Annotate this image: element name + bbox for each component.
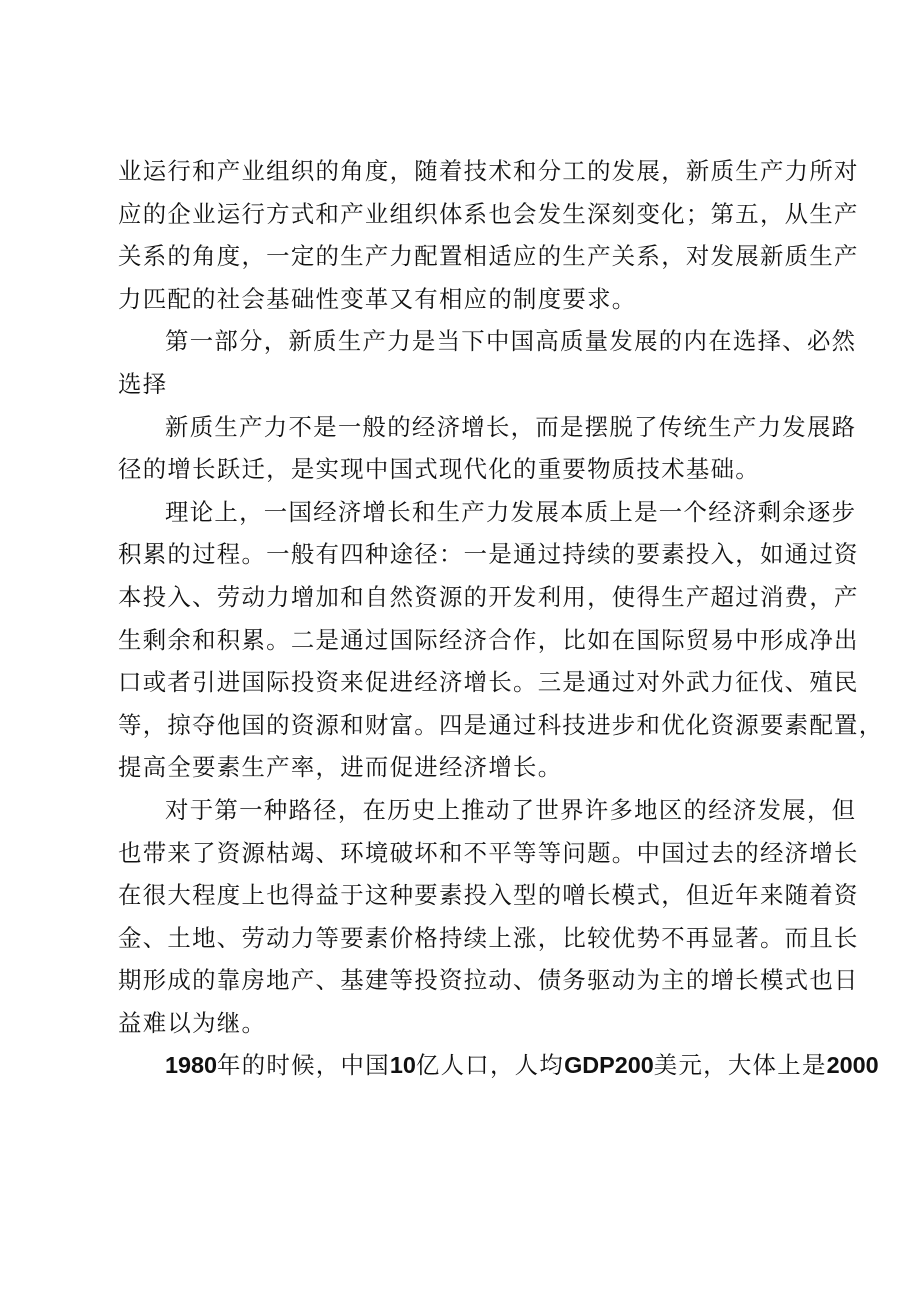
text-line: 积累的过程。一般有四种途径：一是通过持续的要素投入，如通过资 (118, 540, 859, 569)
gdp-number: GDP200 (564, 1052, 654, 1079)
paragraph (118, 150, 859, 320)
text-line: 本投入、劳动力增加和自然资源的开发利用，使得生产超过消费，产 (118, 582, 859, 611)
text-line: 也带来了资源枯竭、环境破坏和不平等等问题。中国过去的经济增长 (118, 838, 859, 867)
paragraph (118, 789, 859, 1045)
text-line: 生剩余和积累。二是通过国际经济合作，比如在国际贸易中形成净出 (118, 625, 859, 654)
text-line: 口或者引进国际投资来促进经济增长。三是通过对外武力征伐、殖民 (118, 668, 859, 697)
body-text (118, 150, 884, 1087)
text-line: 益难以为继。 (118, 1008, 267, 1037)
text-line: 业运行和产业组织的角度，随着技术和分工的发展，新质生产力所对 (118, 157, 859, 185)
text-line: 金、土地、劳动力等要素价格持续上涨，比较优势不再显著。而且长 (118, 923, 859, 952)
text-line: 等，掠夺他国的资源和财富。四是通过科技进步和优化资源要素配置， (118, 710, 884, 739)
text-fragment: 亿人口，人均 (415, 1051, 565, 1080)
text-line: 关系的角度，一定的生产力配置相适应的生产关系，对发展新质生产 (118, 242, 859, 271)
paragraph (118, 406, 857, 491)
year-number: 1980 (165, 1052, 218, 1079)
text-line: 对于第一种路径，在历史上推动了世界许多地区的经济发展，但 (165, 795, 857, 824)
comparison-number: 2000 (826, 1052, 879, 1079)
text-line: 选择 (118, 369, 168, 398)
text-line: 期形成的靠房地产、基建等投资拉动、债务驱动为主的增长模式也日 (118, 966, 859, 995)
last-text-line (118, 1044, 879, 1087)
section-heading-paragraph (118, 320, 857, 405)
paragraph (118, 491, 884, 789)
text-line: 在很大程度上也得益于这种要素投入型的噌长模式，但近年来随着资 (118, 881, 859, 910)
text-line: 径的增长跃迁，是实现中国式现代化的重要物质技术基础。 (118, 455, 760, 484)
text-fragment: 年的时候，中国 (217, 1051, 390, 1080)
text-line: 提高全要素生产率，进而促进经济增长。 (118, 753, 563, 782)
text-line: 理论上，一国经济增长和生产力发展本质上是一个经济剩余逐步 (165, 497, 857, 526)
text-line: 第一部分，新质生产力是当下中国高质量发展的内在选择、必然 (165, 327, 857, 356)
text-line: 新质生产力不是一般的经济增长，而是摆脱了传统生产力发展路 (165, 412, 857, 441)
text-fragment: 美元，大体上是 (653, 1051, 827, 1080)
text-line: 应的企业运行方式和产业组织体系也会发生深刻变化；第五，从生产 (118, 199, 859, 228)
text-line: 力匹配的社会基础性变革又有相应的制度要求。 (118, 284, 637, 313)
population-number: 10 (389, 1052, 416, 1079)
